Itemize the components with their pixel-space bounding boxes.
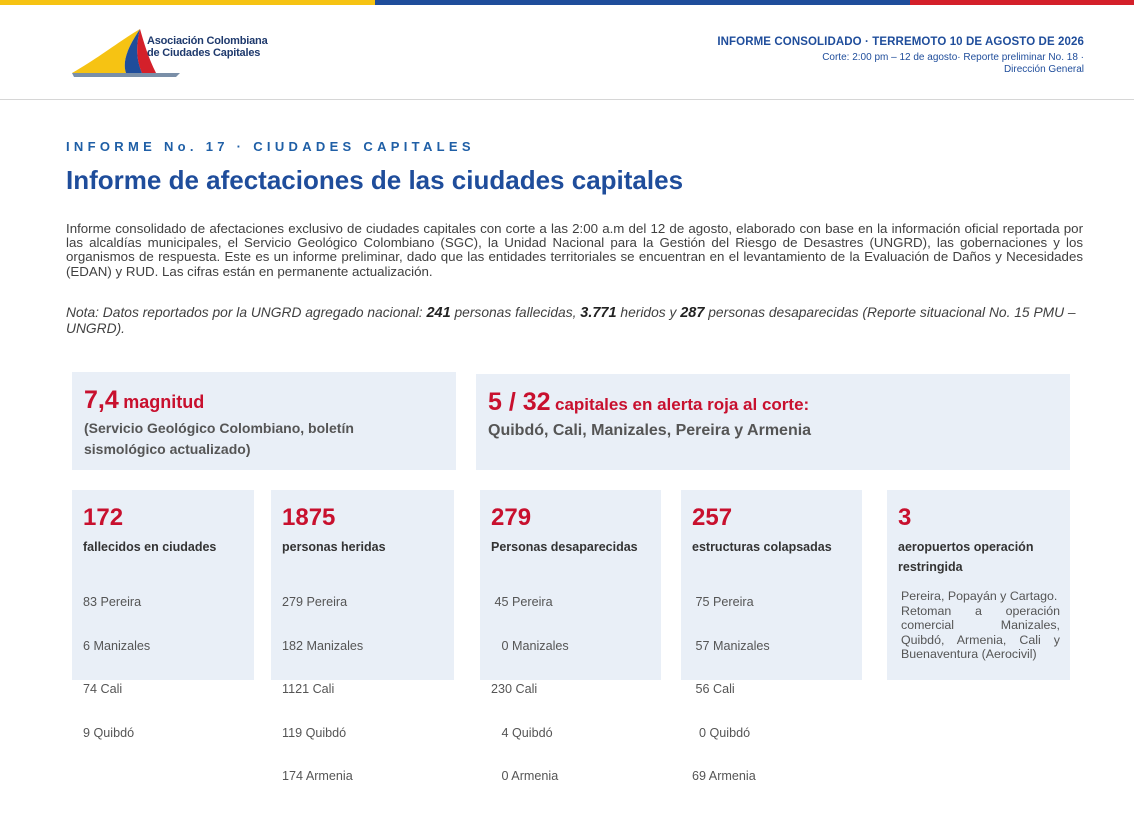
city-breakdown [83, 566, 150, 769]
list-item: 119 Quibdó [282, 725, 347, 740]
list-item: 74 Cali [83, 682, 123, 696]
list-item: 174 Armenia [282, 769, 353, 783]
magnitude-source: (Servicio Geológico Colombiano, boletín sismológico actualizado) [84, 420, 354, 457]
stat-card-collapsed [681, 490, 862, 783]
note-missing: 287 [680, 305, 705, 321]
org-name-line2: de Ciudades Capitales [147, 47, 261, 59]
note-text-2: personas fallecidas, [450, 305, 581, 320]
list-item: 230 Cali [491, 682, 538, 696]
org-name [147, 35, 268, 59]
list-item: 0 Quibdó [692, 725, 751, 740]
stat-label: aeropuertos operación restringida [898, 540, 1034, 574]
note-text-1: Nota: Datos reportados por la UNGRD agregado nacional: [66, 305, 427, 320]
list-item: 69 Armenia [692, 769, 756, 783]
page-title: Informe de afectaciones de las ciudades capitales [66, 165, 684, 195]
red-alert-count: 5 / 32 [488, 388, 551, 416]
list-item: 279 Pereira [282, 595, 348, 609]
list-item: 0 Manizales [491, 638, 569, 653]
org-name-line1: Asociación Colombiana [147, 35, 268, 47]
note-text-4: personas desaparecidas (Reporte situacional No. 15 PMU – UNGRD). [66, 305, 1076, 336]
report-title: INFORME CONSOLIDADO · TERREMOTO 10 DE AGOSTO DE 2026 [717, 36, 1084, 48]
note-deaths: 241 [426, 305, 451, 321]
report-info [717, 36, 1084, 76]
red-alert-line [488, 388, 809, 417]
airports-resumed: Retoman a operación comercial Manizales, Quibdó, Armenia, Cali y Buenaventura (Aerocivil) [901, 603, 1060, 662]
city-breakdown [692, 566, 770, 813]
stat-label: personas heridas [282, 540, 386, 554]
list-item: 182 Manizales [282, 638, 364, 653]
red-alert-text: capitales en alerta roja al corte: [555, 395, 810, 414]
national-note [66, 305, 1083, 337]
report-sub-line2: Dirección General [1003, 64, 1084, 75]
magnitude-unit: magnitud [123, 392, 205, 412]
stat-card-deaths [72, 490, 254, 740]
list-item: 9 Quibdó [83, 725, 135, 740]
red-alert-cities: Quibdó, Cali, Manizales, Pereira y Armenia [488, 422, 812, 439]
stat-value: 3 [898, 504, 912, 531]
stat-value: 172 [83, 504, 124, 531]
magnitude-value: 7,4 [84, 386, 119, 414]
list-item: 1121 Cali [282, 682, 335, 696]
report-cutoff [717, 52, 1084, 76]
stat-label: fallecidos en ciudades [83, 540, 217, 554]
city-breakdown [282, 566, 363, 813]
stat-label: Personas desaparecidas [491, 540, 638, 554]
stat-card-airports [887, 490, 1070, 680]
list-item: 56 Cali [692, 682, 735, 696]
stat-label: estructuras colapsadas [692, 540, 832, 554]
report-sub-line1: Corte: 2:00 pm – 12 de agosto· Reporte preliminar No. 18 · [822, 52, 1084, 63]
list-item: 75 Pereira [692, 595, 754, 609]
red-alert-card [476, 374, 1070, 470]
list-item: 57 Manizales [692, 638, 770, 653]
magnitude-line [84, 386, 204, 415]
stat-card-injured [271, 490, 454, 783]
city-breakdown [491, 566, 569, 813]
list-item: 45 Pereira [491, 595, 553, 609]
stat-value: 279 [491, 504, 532, 531]
stat-value: 1875 [282, 504, 336, 531]
section-kicker: INFORME No. 17 · CIUDADES CAPITALES [66, 139, 475, 154]
list-item: 4 Quibdó [491, 725, 553, 740]
stat-value: 257 [692, 504, 733, 531]
intro-paragraph: Informe consolidado de afectaciones exclusivo de ciudades capitales con corte a las 2:00 a.m del 12 de agosto, elaborado con base en la información oficial reportada por las alcaldías municipales, el Servicio Geológico Colombiano (SGC), la Unidad Nacional para la Gestión del Riesgo de Desastres (UNGRD), las gobernaciones y los organismos de respuesta. Este es un informe preliminar, dado que las entidades territoriales se encuentran en el levantamiento de la Evaluación de Daños y Necesidades (EDAN) y RUD. Las cifras están en permanente actualización. [66, 221, 1083, 279]
note-injured: 3.771 [580, 305, 617, 321]
list-item: 83 Pereira [83, 595, 142, 609]
stat-card-missing [480, 490, 661, 783]
magnitude-card [72, 372, 456, 470]
page-header [0, 5, 1134, 100]
note-text-3: heridos y [616, 305, 681, 320]
list-item: 0 Armenia [491, 769, 559, 783]
airports-restricted: Pereira, Popayán y Cartago. [901, 589, 1058, 603]
list-item: 6 Manizales [83, 638, 151, 653]
airports-detail [901, 589, 1060, 662]
